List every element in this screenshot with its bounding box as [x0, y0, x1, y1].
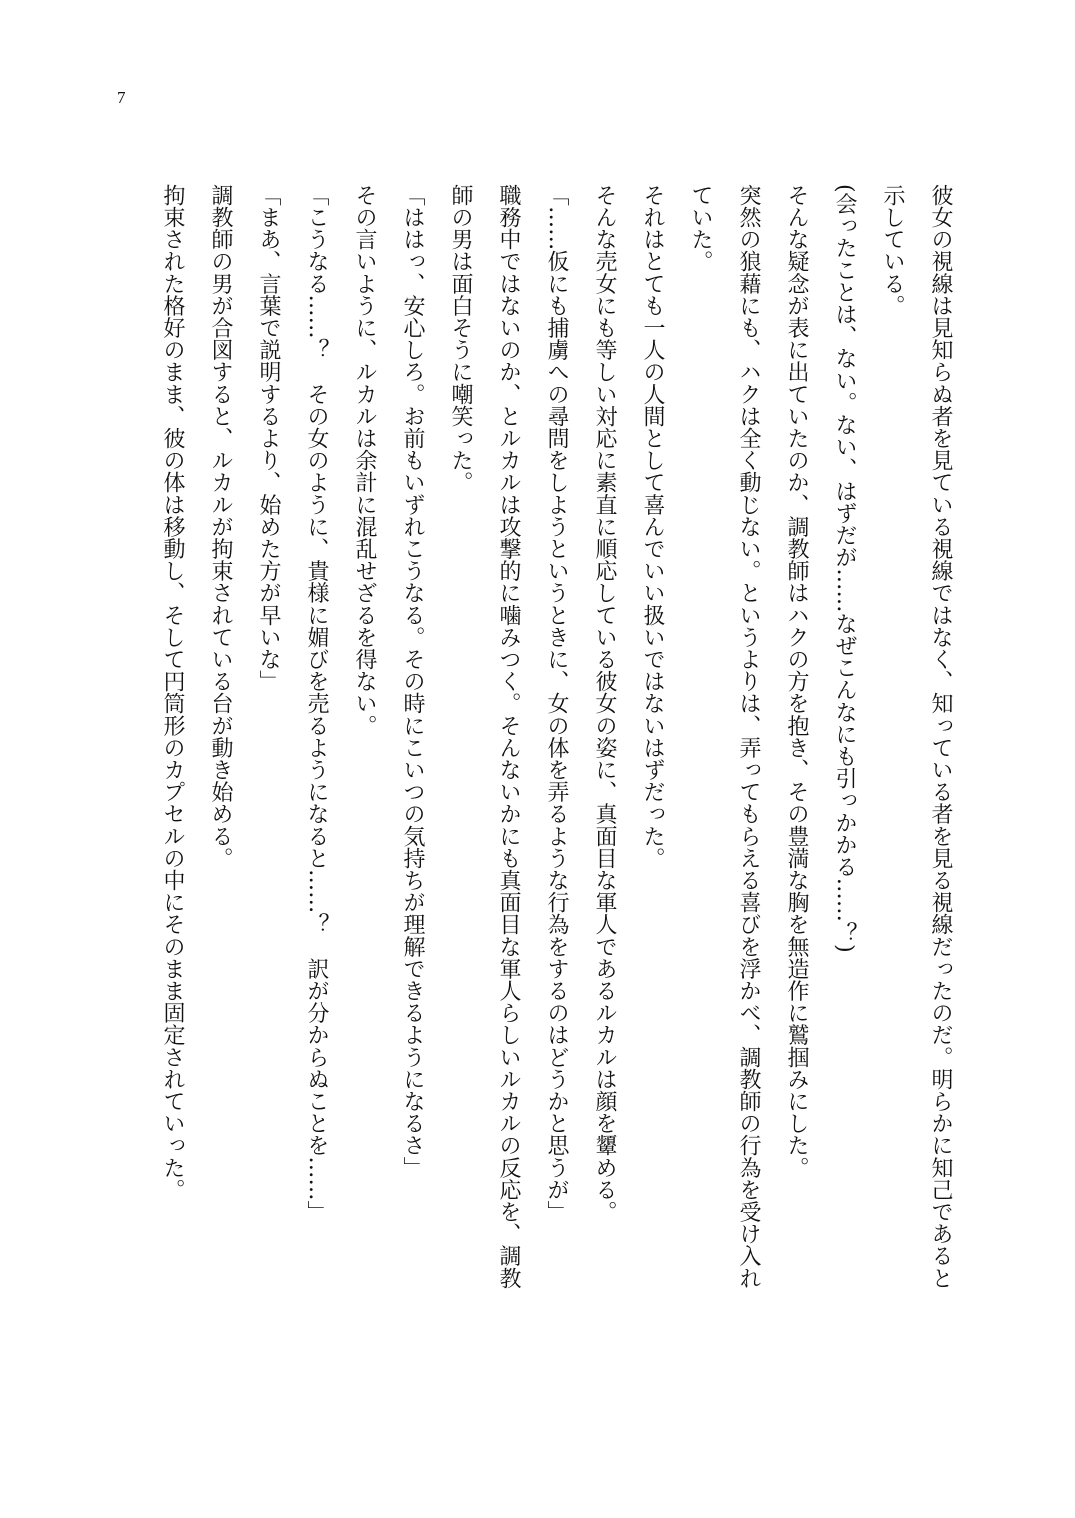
text-line: 示している。 [880, 184, 905, 317]
page-number: 7 [117, 88, 126, 107]
text-line: そんな疑念が表に出ていたのか、調教師はハクの方を抱き、その豊満な胸を無造作に鷲掴みにした。 [784, 184, 809, 1179]
text-line: 師の男は面白そうに嘲笑った。 [448, 184, 473, 494]
text-line: ていた。 [688, 184, 713, 273]
text-line: その言いように、ルカルは余計に混乱せざるを得ない。 [352, 184, 377, 737]
text-line: 「……仮にも捕虜への尋問をしようというときに、女の体を弄るような行為をするのはどうかと思うが」 [544, 184, 569, 1223]
body-text [144, 184, 964, 1304]
text-line: そんな売女にも等しい対応に素直に順応している彼女の姿に、真面目な軍人であるルカルは顔を顰める。 [592, 184, 617, 1223]
text-line: 「ははっ、安心しろ。お前もいずれこうなる。その時にこいつの気持ちが理解できるようになるさ」 [400, 184, 425, 1179]
text-line: それはとても一人の人間として喜んでいい扱いではないはずだった。 [640, 184, 665, 870]
text-line: 突然の狼藉にも、ハクは全く動じない。というよりは、弄ってもらえる喜びを浮かべ、調教師の行為を受け入れ [736, 184, 761, 1289]
text-line: (会ったことは、ない。ない、はずだが……なぜこんなにも引っかかる……？) [832, 184, 857, 953]
text-line: 「こうなる……？ その女のように、貴様に媚びを売るようになると……？ 訳が分からぬことを……」 [304, 184, 329, 1223]
text-line: 「まあ、言葉で説明するより、始めた方が早いな」 [256, 184, 281, 693]
text-line: 調教師の男が合図すると、ルカルが拘束されている台が動き始める。 [208, 184, 233, 870]
text-line: 拘束された格好のまま、彼の体は移動し、そして円筒形のカプセルの中にそのまま固定されていった。 [160, 184, 185, 1201]
text-line: 職務中ではないのか、とルカルは攻撃的に噛みつく。そんないかにも真面目な軍人らしいルカルの反応を、調教 [496, 184, 521, 1289]
text-line: 彼女の視線は見知らぬ者を見ている視線ではなく、知っている者を見る視線だったのだ。明らかに知己であると [928, 184, 953, 1289]
